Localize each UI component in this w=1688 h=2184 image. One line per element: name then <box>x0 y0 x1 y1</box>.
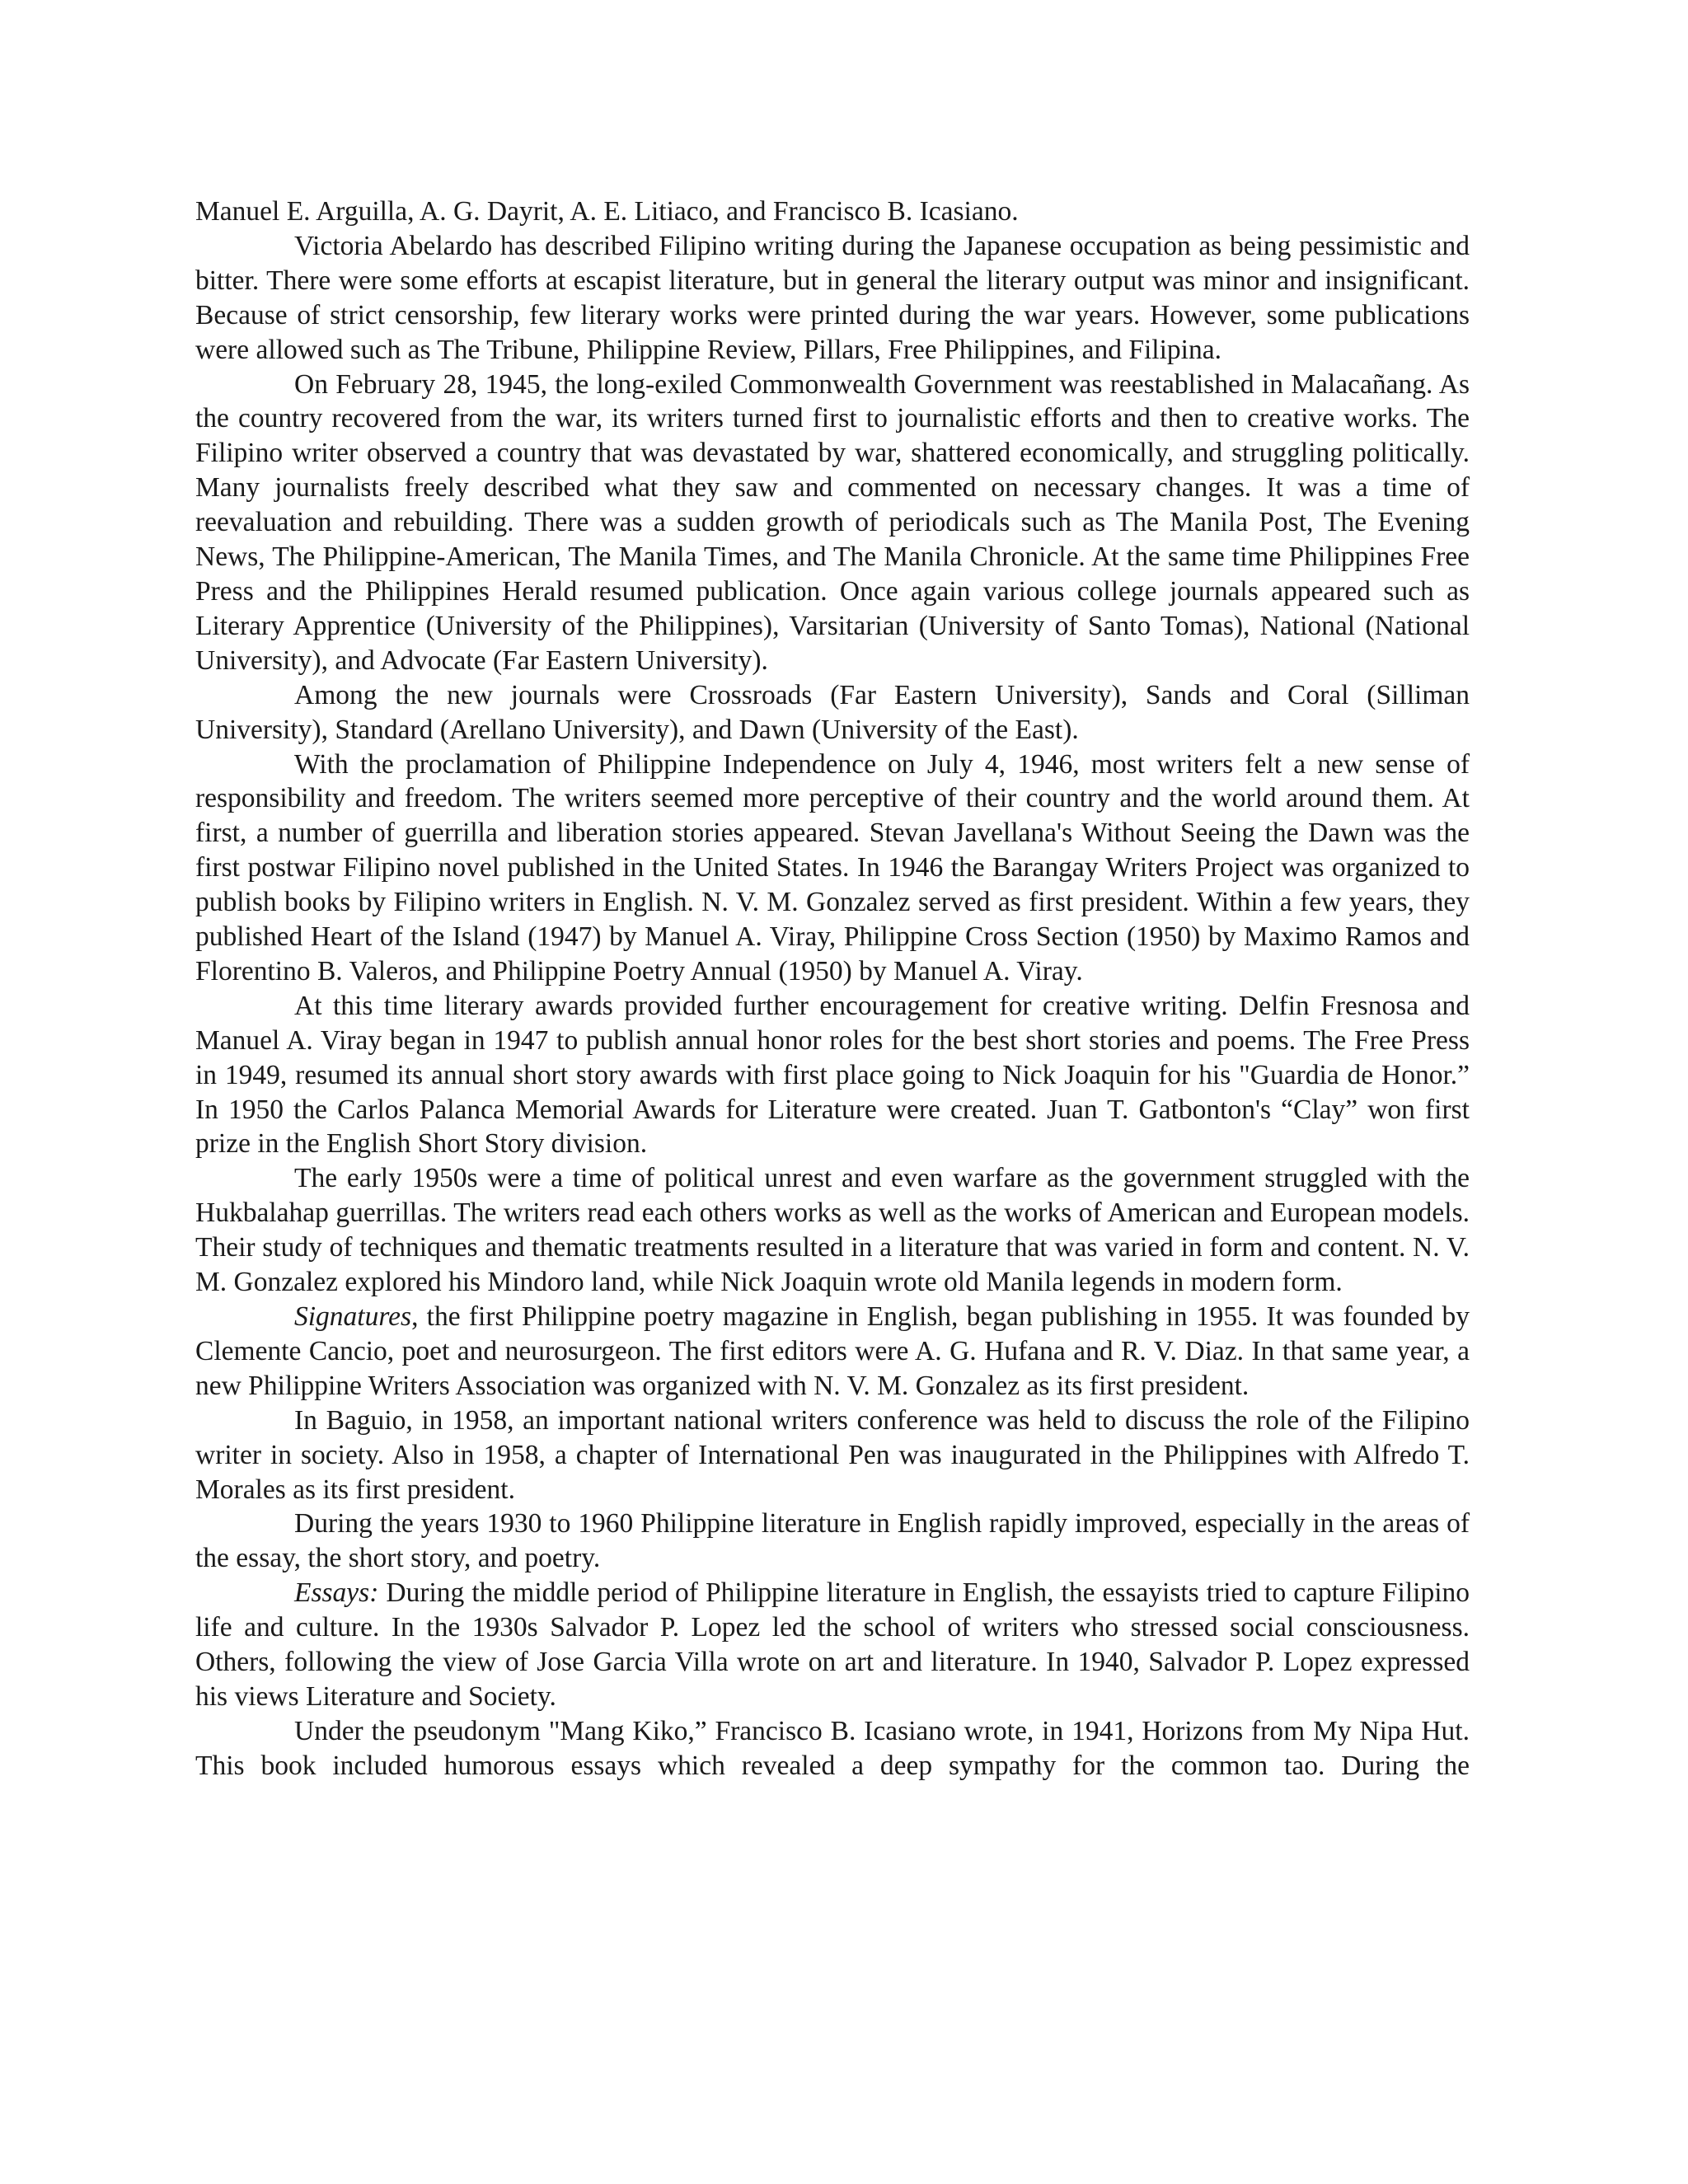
paragraph-signatures-body: , the first Philippine poetry magazine in English, began publishing in 1955. It was founded by Clemente Cancio, poet and neurosurgeon. The first editors were A. G. Hufana and R. V. Diaz. In that same year, a new Philippine Writers Association was organized with N. V. M. Gonzalez as its first president. <box>195 1301 1470 1401</box>
paragraph-essays <box>195 1576 1470 1714</box>
paragraph-independence: With the proclamation of Philippine Independence on July 4, 1946, most writers felt a new sense of responsibility and freedom. The writers seemed more perceptive of their country and the world around them. At first, a number of guerrilla and liberation stories appeared. Stevan Javellana's Without Seeing the Dawn was the first postwar Filipino novel published in the United States. In 1946 the Barangay Writers Project was organized to publish books by Filipino writers in English. N. V. M. Gonzalez served as first president. Within a few years, they published Heart of the Island (1947) by Manuel A. Viray, Philippine Cross Section (1950) by Maximo Ramos and Florentino B. Valeros, and Philippine Poetry Annual (1950) by Manuel A. Viray. <box>195 748 1470 987</box>
paragraph-signatures-title: Signatures <box>294 1301 412 1332</box>
paragraph-early-1950s: The early 1950s were a time of political unrest and even warfare as the government struggled with the Hukbalahap guerrillas. The writers read each others works as well as the works of American and European models. Their study of techniques and thematic treatments resulted in a literature that was varied in form and content. N. V. M. Gonzalez explored his Mindoro land, while Nick Joaquin wrote old Manila legends in modern form. <box>195 1163 1470 1298</box>
paragraph-essays-heading: Essays: <box>294 1577 379 1609</box>
paragraph-literary-awards: At this time literary awards provided further encouragement for creative writing. Delfin Fresnosa and Manuel A. Viray began in 1947 to publish annual honor roles for the best short stories and poems. The Free Press in 1949, resumed its annual short story awards with first place going to Nick Joaquin for his "Guardia de Honor.” In 1950 the Carlos Palanca Memorial Awards for Literature were created. Juan T. Gatbonton's “Clay” won first prize in the English Short Story division. <box>195 990 1470 1160</box>
paragraph-commonwealth-reestablished: On February 28, 1945, the long-exiled Commonwealth Government was reestablished in Malacañang. As the country recovered from the war, its writers turned first to journalistic efforts and then to creative works. The Filipino writer observed a country that was devastated by war, shattered economically, and struggling politically. Many journalists freely described what they saw and commented on necessary changes. It was a time of reevaluation and rebuilding. There was a sudden growth of periodicals such as The Manila Post, The Evening News, The Philippine-American, The Manila Times, and The Manila Chronicle. At the same time Philippines Free Press and the Philippines Herald resumed publication. Once again various college journals appeared such as Literary Apprentice (University of the Philippines), Varsitarian (University of Santo Tomas), National (National University), and Advocate (Far Eastern University). <box>195 368 1470 676</box>
paragraph-1930-1960: During the years 1930 to 1960 Philippine literature in English rapidly improved, especially in the areas of the essay, the short story, and poetry. <box>195 1508 1470 1574</box>
paragraph-new-journals: Among the new journals were Crossroads (Far Eastern University), Sands and Coral (Silliman University), Standard (Arellano University), and Dawn (University of the East). <box>195 679 1470 745</box>
paragraph-authors-continued: Manuel E. Arguilla, A. G. Dayrit, A. E. Litiaco, and Francisco B. Icasiano. <box>195 196 1019 227</box>
paragraph-signatures <box>195 1300 1470 1404</box>
document-page <box>195 194 1470 1783</box>
paragraph-mang-kiko: Under the pseudonym "Mang Kiko,” Francisco B. Icasiano wrote, in 1941, Horizons from My Nipa Hut. This book included humorous essays which revealed a deep sympathy for the common tao. During the <box>195 1715 1470 1781</box>
paragraph-japanese-occupation: Victoria Abelardo has described Filipino writing during the Japanese occupation as being pessimistic and bitter. There were some efforts at escapist literature, but in general the literary output was minor and insignificant. Because of strict censorship, few literary works were printed during the war years. However, some publications were allowed such as The Tribune, Philippine Review, Pillars, Free Philippines, and Filipina. <box>195 230 1470 365</box>
paragraph-essays-body: During the middle period of Philippine literature in English, the essayists tried to capture Filipino life and culture. In the 1930s Salvador P. Lopez led the school of writers who stressed social consciousness. Others, following the view of Jose Garcia Villa wrote on art and literature. In 1940, Salvador P. Lopez expressed his views Literature and Society. <box>195 1577 1470 1712</box>
paragraph-baguio-conference: In Baguio, in 1958, an important national writers conference was held to discuss the role of the Filipino writer in society. Also in 1958, a chapter of International Pen was inaugurated in the Philippines with Alfredo T. Morales as its first president. <box>195 1404 1470 1505</box>
